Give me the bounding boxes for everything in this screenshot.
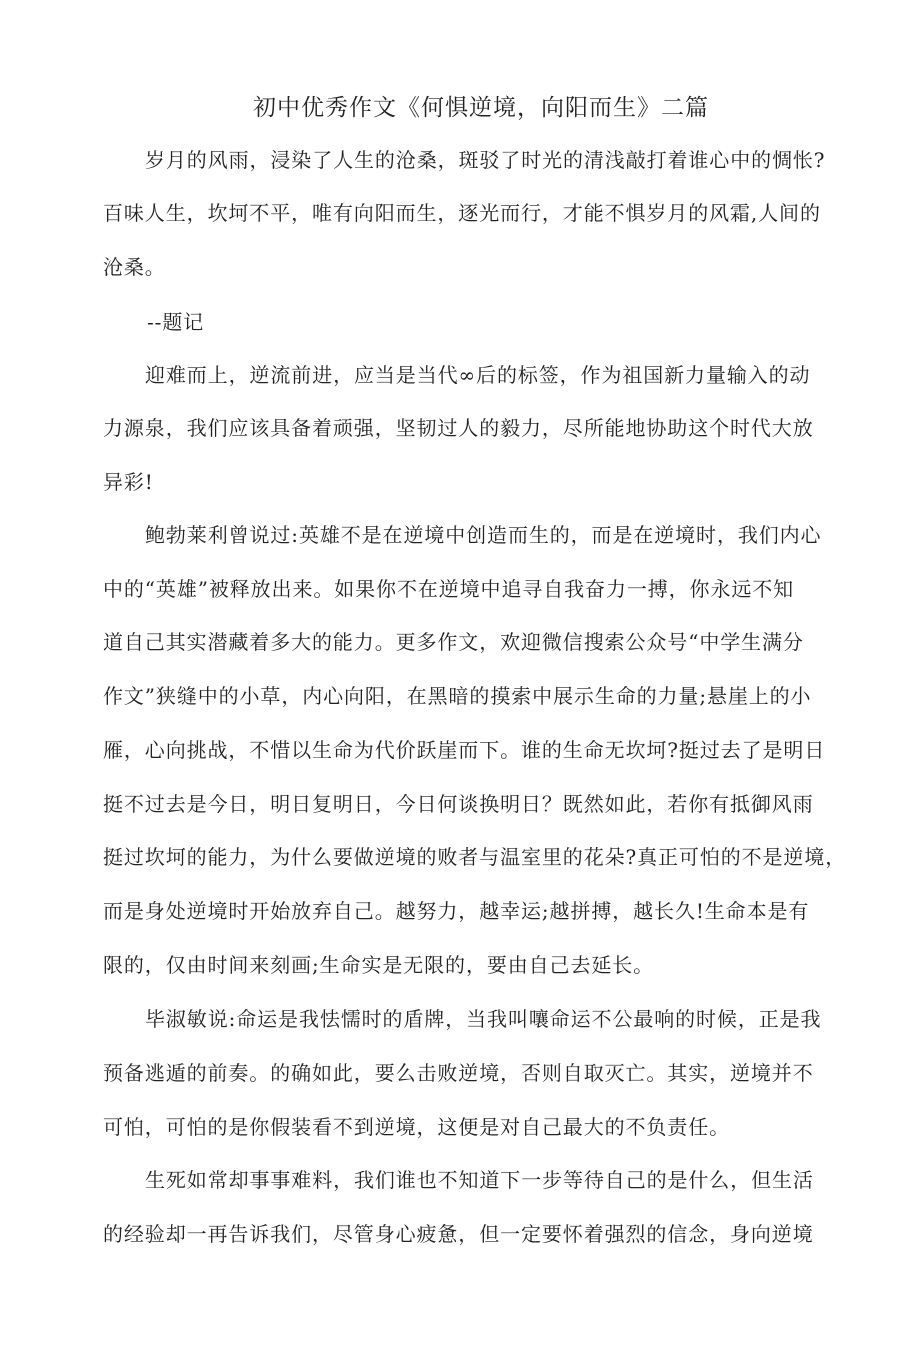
text-line: 雁，心向挑战，不惜以生命为代价跃崖而下。谁的生命无坎坷?挺过去了是明日 [103, 738, 826, 762]
text-line: 迎难而上，逆流前进，应当是当代∞后的标签，作为祖国新力量输入的动 [145, 363, 811, 387]
text-line: 而是身处逆境时开始放弃自己。越努力，越幸运;越拼搏，越长久!生命本是有 [103, 899, 810, 923]
text-line: 力源泉，我们应该具备着顽强，坚韧过人的毅力，尽所能地协助这个时代大放 [103, 416, 814, 440]
text-line: 挺过坎坷的能力，为什么要做逆境的败者与温室里的花朵?真正可怕的不是逆境， [103, 845, 847, 869]
text-line: 的经验却一再告诉我们，尽管身心疲惫，但一定要怀着强烈的信念，身向逆境 [103, 1222, 814, 1246]
text-line: 岁月的风雨，浸染了人生的沧桑，斑驳了时光的清浅敲打着谁心中的惆怅? [145, 148, 826, 172]
text-line: 生死如常却事事难料，我们谁也不知道下一步等待自己的是什么，但生活 [145, 1168, 814, 1192]
text-line: 预备逃遁的前奏。的确如此，要么击败逆境，否则自取灭亡。其实，逆境并不 [103, 1061, 814, 1085]
text-line: 限的，仅由时间来刻画;生命实是无限的，要由自己去延长。 [103, 953, 655, 977]
epigraph-signature: --题记 [147, 310, 205, 334]
text-line: 挺不过去是今日，明日复明日，今日何谈换明日？既然如此，若你有抵御风雨 [103, 792, 814, 816]
text-line: 异彩! [103, 470, 154, 494]
document-title: 初中优秀作文《何惧逆境，向阳而生》二篇 [253, 95, 709, 121]
text-line: 沧桑。 [103, 255, 166, 279]
text-line: 毕淑敏说:命运是我怯懦时的盾牌，当我叫嚷命运不公最响的时候，正是我 [145, 1007, 822, 1031]
text-line: 中的“英雄”被释放出来。如果你不在逆境中追寻自我奋力一搏，你永远不知 [103, 577, 795, 601]
text-line: 可怕，可怕的是你假装看不到逆境，这便是对自己最大的不负责任。 [103, 1115, 730, 1139]
text-line: 鲍勃莱利曾说过:英雄不是在逆境中创造而生的，而是在逆境时，我们内心 [145, 523, 822, 547]
text-line: 百味人生，坎坷不平，唯有向阳而生，逐光而行，才能不惧岁月的风霜,人间的 [103, 201, 821, 225]
text-line: 道自己其实潜藏着多大的能力。更多作文，欢迎微信搜索公众号“中学生满分 [103, 630, 804, 654]
text-line: 作文”狭缝中的小草，内心向阳，在黑暗的摸索中展示生命的力量;悬崖上的小 [103, 684, 812, 708]
